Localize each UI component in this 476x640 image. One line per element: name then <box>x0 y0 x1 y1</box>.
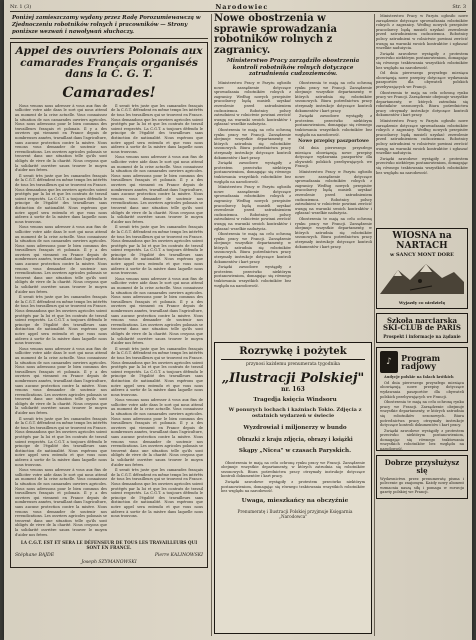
article-heading: Nowe przepisy paszportowe <box>298 139 369 145</box>
paragraph: Obostrzenia te mają na celu ochronę rynku pracy we Francji. Zarządzenie obejmuje wszystkie departamenty, w których zatrudnia się robotników sezonowych. Biura pośrednictwa pracy otrzymały instrukcje dotyczące kontroli dokumentów i kart pracy. <box>295 217 372 249</box>
paragraph: Od dnia pierwszego przyszłego miesiąca obowiązują nowe przepisy dotyczące wydawania paszportów dla obywateli polskich przebywających we Francji. <box>380 380 464 399</box>
paragraph: Ministerstwo Pracy w Paryżu ogłosiło nowe zarządzenie dotyczące sprowadzania robotników rolnych z zagranicy. Według nowych przepisów pracodawcy będą musieli uzyskać zezwolenie przed zatrudnieniem cudzoziemca. Robotnicy polscy zatrudnieni w rolnictwie powinni zwrócić uwagę na warunki swoich kontraktów i zgłaszać wszelkie nadużycia. <box>376 119 468 156</box>
paragraph: Il serait très juste que les camarades français de la C.G.T. défendent en même temps les intérêts de tous les travailleurs qui se trouvent en France. Nous demandons que les ouvriers agricoles soient protégés par la loi et que les contrats de travail soient respectés. La C.G.T. a toujours défendu le principe de l'égalité des travailleurs sans distinction de nationalité. Nous espérons que notre appel sera entendu et que vous nous aiderez à sortir de la misère dans laquelle nous nous trouvons. <box>15 416 107 467</box>
paragraph: Ministerstwo Pracy w Paryżu ogłosiło nowe zarządzenie dotyczące sprowadzania robotników rolnych z zagranicy. Według nowych przepisów pracodawcy będą musieli uzyskać zezwolenie przed zatrudnieniem cudzoziemca. Robotnicy polscy zatrudnieni w rolnictwie powinni zwrócić uwagę na warunki swoich kontraktów i zgłaszać wszelkie nadużycia. <box>214 81 291 127</box>
column-rule <box>211 14 212 636</box>
rozrywka-line: Wyzdrowiał i miljonerzy w bundo <box>243 424 347 431</box>
appel-article <box>10 42 208 568</box>
paragraph: Nous venons nous adresser à vous aux fins de solliciter votre aide dans le sort qui nous attend au moment de la crise actuelle. Vous connaissez la situation de nos camarades ouvriers agricoles. Nous nous adressons pour le bien commun des travailleurs français et polonais. Il y a des ouvriers qui viennent en France depuis de nombreuses années, travaillant dans l'agriculture, sans aucune protection contre la misère. Nous venons vous demander de soutenir nos revendications. Les ouvriers agricoles polonais se trouvent dans une situation telle qu'ils sont obligés de vivre de la charité. Nous croyons que la solidarité ouvrière saura trouver le moyen d'aider nos frères. <box>15 468 107 537</box>
paragraph: Nous venons nous adresser à vous aux fins de solliciter votre aide dans le sort qui nous attend au moment de la crise actuelle. Vous connaissez la situation de nos camarades ouvriers agricoles. Nous nous adressons pour le bien commun des travailleurs français et polonais. Il y a des ouvriers qui viennent en France depuis de nombreuses années, travaillant dans l'agriculture, sans aucune protection contre la misère. Nous venons vous demander de soutenir nos revendications. Les ouvriers agricoles polonais se trouvent dans une situation telle qu'ils sont obligés de vivre de la charité. Nous croyons que la solidarité ouvrière saura trouver le moyen d'aider nos frères. <box>15 346 107 416</box>
paragraph: Ministerstwo Pracy w Paryżu ogłosiło nowe zarządzenie dotyczące sprowadzania robotników rolnych z zagranicy. Według nowych przepisów pracodawcy będą musieli uzyskać zezwolenie przed zatrudnieniem cudzoziemca. Robotnicy polscy zatrudnieni w rolnictwie powinni zwrócić uwagę na warunki swoich kontraktów i zgłaszać wszelkie nadużycia. <box>214 185 291 231</box>
paragraph: Związki zawodowe wystąpiły z protestem przeciwko niektórym postanowieniom, domagając się równego traktowania wszystkich robotników bez względu na narodowość. <box>214 161 291 184</box>
masthead-title: Narodowiec <box>215 2 269 11</box>
rozrywka-body <box>221 397 365 520</box>
paragraph: Nous venons nous adresser à vous aux fins de solliciter votre aide dans le sort qui nous attend au moment de la crise actuelle. Vous connaissez la situation de nos camarades ouvriers agricoles. Nous nous adressons pour le bien commun des travailleurs français et polonais. Il y a des ouvriers qui viennent en France depuis de nombreuses années, travaillant dans l'agriculture, sans aucune protection contre la misère. Nous venons vous demander de soutenir nos revendications. Les ouvriers agricoles polonais se trouvent dans une situation telle qu'ils sont obligés de vivre de la charité. Nous croyons que la solidarité ouvrière saura trouver le moyen d'aider nos frères. <box>111 276 203 346</box>
column-appel <box>10 14 208 636</box>
rozrywka-ad <box>214 342 372 634</box>
paragraph: Związki zawodowe wystąpiły z protestem przeciwko niektórym postanowieniom, domagając się równego traktowania wszystkich robotników bez względu na narodowość. <box>376 156 468 175</box>
program-ad <box>376 347 468 451</box>
paragraph: Il serait très juste que les camarades français de la C.G.T. défendent en même temps les intérêts de tous les travailleurs qui se trouvent en France. Nous demandons que les ouvriers agricoles soient protégés par la loi et que les contrats de travail soient respectés. La C.G.T. a toujours défendu le principe de l'égalité des travailleurs sans distinction de nationalité. Nous espérons que notre appel sera entendu et que vous nous aiderez à sortir de la misère dans laquelle nous nous trouvons. <box>111 103 203 154</box>
program-header <box>380 351 464 373</box>
program-note: Audycje polskie na falach krótkich <box>384 375 454 380</box>
signature-mid: Pierre KALINOWSKI <box>154 552 203 558</box>
skola-title: Szkoła narciarska SKI-CLUB de PARIS <box>382 315 461 333</box>
paragraph: Związki zawodowe wystąpiły z protestem przeciwko niektórym postanowieniom, domagając się równego traktowania wszystkich robotników bez względu na narodowość. <box>221 479 365 494</box>
paragraph: Obostrzenia te mają na celu ochronę rynku pracy we Francji. Zarządzenie obejmuje wszystkie departamenty, w których zatrudnia się robotników sezonowych. Biura pośrednictwa pracy otrzymały instrukcje dotyczące kontroli dokumentów i kart pracy. <box>214 128 291 160</box>
right-column-text <box>376 14 468 228</box>
skola-ad <box>376 313 468 343</box>
appel-body-left <box>15 104 107 538</box>
dobrze-body: Wydawnictwu przez prenumeratę pisma i polecenie go znajomym. Każdy nowy abonent wzmacnia naszą siłę i pomaga w rozwoju gazety polskiej we Francji. <box>380 476 464 495</box>
skola-sub: Prospekt i informacje na żądanie <box>383 334 461 340</box>
appel-heading: Appel des ouvriers Polonais aux camarades Français organisés dans la C. G. T. <box>15 45 203 81</box>
signature-left: Stéphane BAJDE <box>15 552 55 558</box>
camarades-heading: Camarades! <box>62 84 156 101</box>
magazine-title: „Ilustracji Polskiej" <box>221 370 365 386</box>
paragraph: Nous venons nous adresser à vous aux fins de solliciter votre aide dans le sort qui nous attend au moment de la crise actuelle. Vous connaissez la situation de nos camarades ouvriers agricoles. Nous nous adressons pour le bien commun des travailleurs français et polonais. Il y a des ouvriers qui viennent en France depuis de nombreuses années, travaillant dans l'agriculture, sans aucune protection contre la misère. Nous venons vous demander de soutenir nos revendications. Les ouvriers agricoles polonais se trouvent dans une situation telle qu'ils sont obligés de vivre de la charité. Nous croyons que la solidarité ouvrière saura trouver le moyen d'aider nos frères. <box>111 398 203 467</box>
rozrywka-line: Obrazki z kraju zdjęcia, obrazy i książki <box>237 436 353 443</box>
paragraph: Nous venons nous adresser à vous aux fins de solliciter votre aide dans le sort qui nous attend au moment de la crise actuelle. Vous connaissez la situation de nos camarades ouvriers agricoles. Nous nous adressons pour le bien commun des travailleurs français et polonais. Il y a des ouvriers qui viennent en France depuis de nombreuses années, travaillant dans l'agriculture, sans aucune protection contre la misère. Nous venons vous demander de soutenir nos revendications. Les ouvriers agricoles polonais se trouvent dans une situation telle qu'ils sont obligés de vivre de la charité. Nous croyons que la solidarité ouvrière saura trouver le moyen d'aider nos frères. <box>15 103 107 173</box>
rozrywka-lead: przynosi każdemu prenumerata tygodnika <box>245 362 341 367</box>
paragraph: Il serait très juste que les camarades français de la C.G.T. défendent en même temps les intérêts de tous les travailleurs qui se trouvent en France. Nous demandons que les ouvriers agricoles soient protégés par la loi et que les contrats de travail soient respectés. La C.G.T. a toujours défendu le principe de l'égalité des travailleurs sans distinction de nationalité. Nous espérons que notre appel sera entendu et que vous nous aiderez à sortir de la misère dans laquelle nous nous trouvons. <box>15 295 107 346</box>
column-rule <box>374 14 375 636</box>
wiosna-title: WIOSNA na NARTACH <box>392 231 452 251</box>
appel-body <box>15 104 203 538</box>
rozrywka-uwaga: Uwaga, mieszkańcy na obczyźnie <box>241 497 349 504</box>
wiosna-note: Wyjazdy co niedzielę <box>398 299 446 305</box>
wiosna-sub: w SANCY MONT DORE <box>390 251 454 258</box>
wiosna-ad <box>376 228 468 309</box>
dobrze-title: Dobrze przysłużysz się <box>384 458 460 475</box>
magazine-issue: nr. 163 <box>281 385 305 393</box>
appel-body-right <box>111 104 203 538</box>
paragraph: Ministerstwo Pracy w Paryżu ogłosiło nowe zarządzenie dotyczące sprowadzania robotników rolnych z zagranicy. Według nowych przepisów pracodawcy będą musieli uzyskać zezwolenie przed zatrudnieniem cudzoziemca. Robotnicy polscy zatrudnieni w rolnictwie powinni zwrócić uwagę na warunki swoich kontraktów i zgłaszać wszelkie nadużycia. <box>376 14 468 51</box>
paragraph: Il serait très juste que les camarades français de la C.G.T. défendent en même temps les intérêts de tous les travailleurs qui se trouvent en France. Nous demandons que les ouvriers agricoles soient protégés par la loi et que les contrats de travail soient respectés. La C.G.T. a toujours défendu le principe de l'égalité des travailleurs sans distinction de nationalité. Nous espérons que notre appel sera entendu et que vous nous aiderez à sortir de la misère dans laquelle nous nous trouvons. <box>111 468 203 519</box>
masthead-issue: Nr. 1 (3) <box>10 3 32 10</box>
paragraph: Związki zawodowe wystąpiły z protestem przeciwko niektórym postanowieniom, domagając się równego traktowania wszystkich robotników bez względu na narodowość. <box>295 114 372 137</box>
paragraph: Obostrzenia te mają na celu ochronę rynku pracy we Francji. Zarządzenie obejmuje wszystkie departamenty, w których zatrudnia się robotników sezonowych. Biura pośrednictwa pracy otrzymały instrukcje dotyczące kontroli dokumentów i kart pracy. <box>376 90 468 118</box>
news-body-right <box>295 81 372 289</box>
rozrywka-line: Skąpy „Nicea" w czasach Paryskich. <box>238 448 352 455</box>
paragraph: Od dnia pierwszego przyszłego miesiąca obowiązują nowe przepisy dotyczące wydawania paszportów dla obywateli polskich przebywających we Francji. <box>295 146 372 169</box>
paragraph: Nous venons nous adresser à vous aux fins de solliciter votre aide dans le sort qui nous attend au moment de la crise actuelle. Vous connaissez la situation de nos camarades ouvriers agricoles. Nous nous adressons pour le bien commun des travailleurs français et polonais. Il y a des ouvriers qui viennent en France depuis de nombreuses années, travaillant dans l'agriculture, sans aucune protection contre la misère. Nous venons vous demander de soutenir nos revendications. Les ouvriers agricoles polonais se trouvent dans une situation telle qu'ils sont obligés de vivre de la charité. Nous croyons que la solidarité ouvrière saura trouver le moyen d'aider nos frères. <box>15 225 107 294</box>
column-news <box>214 14 372 636</box>
paragraph: Związki zawodowe wystąpiły z protestem przeciwko niektórym postanowieniom, domagając się równego traktowania wszystkich robotników bez względu na narodowość. <box>380 428 464 452</box>
paragraph: Ministerstwo Pracy w Paryżu ogłosiło nowe zarządzenie dotyczące sprowadzania robotników rolnych z zagranicy. Według nowych przepisów pracodawcy będą musieli uzyskać zezwolenie przed zatrudnieniem cudzoziemca. Robotnicy polscy zatrudnieni w rolnictwie powinni zwrócić uwagę na warunki swoich kontraktów i zgłaszać wszelkie nadużycia. <box>295 170 372 216</box>
news-body-left <box>214 81 291 289</box>
masthead <box>10 2 466 12</box>
signatures-row2 <box>15 560 203 565</box>
top-notice: Poniżej zamieszczamy wydany przez Radę Porozumiewawczą w Zjednoczeniu robotników rolnych i pracowników — Strony poniższe wezwań i nawoływań słuchaczy. <box>10 14 208 39</box>
column-right <box>376 14 468 636</box>
paragraph: Związki zawodowe wystąpiły z protestem przeciwko niektórym postanowieniom, domagając się równego traktowania wszystkich robotników bez względu na narodowość. <box>214 265 291 288</box>
paragraph: Il serait très juste que les camarades français de la C.G.T. défendent en même temps les intérêts de tous les travailleurs qui se trouvent en France. Nous demandons que les ouvriers agricoles soient protégés par la loi et que les contrats de travail soient respectés. La C.G.T. a toujours défendu le principe de l'égalité des travailleurs sans distinction de nationalité. Nous espérons que notre appel sera entendu et que vous nous aiderez à sortir de la misère dans laquelle nous nous trouvons. <box>111 346 203 397</box>
paragraph: Nous venons nous adresser à vous aux fins de solliciter votre aide dans le sort qui nous attend au moment de la crise actuelle. Vous connaissez la situation de nos camarades ouvriers agricoles. Nous nous adressons pour le bien commun des travailleurs français et polonais. Il y a des ouvriers qui viennent en France depuis de nombreuses années, travaillant dans l'agriculture, sans aucune protection contre la misère. Nous venons vous demander de soutenir nos revendications. Les ouvriers agricoles polonais se trouvent dans une situation telle qu'ils sont obligés de vivre de la charité. Nous croyons que la solidarité ouvrière saura trouver le moyen d'aider nos frères. <box>111 155 203 224</box>
paragraph: Obostrzenia te mają na celu ochronę rynku pracy we Francji. Zarządzenie obejmuje wszystkie departamenty, w których zatrudnia się robotników sezonowych. Biura pośrednictwa pracy otrzymały instrukcje dotyczące kontroli dokumentów i kart pracy. <box>295 81 372 113</box>
paragraph: Od dnia pierwszego przyszłego miesiąca obowiązują nowe przepisy dotyczące wydawania paszportów dla obywateli polskich przebywających we Francji. <box>376 71 468 89</box>
paragraph: Il serait très juste que les camarades français de la C.G.T. défendent en même temps les intérêts de tous les travailleurs qui se trouvent en France. Nous demandons que les ouvriers agricoles soient protégés par la loi et que les contrats de travail soient respectés. La C.G.T. a toujours défendu le principe de l'égalité des travailleurs sans distinction de nationalité. Nous espérons que notre appel sera entendu et que vous nous aiderez à sortir de la misère dans laquelle nous nous trouvons. <box>111 225 203 276</box>
radio-icon: ♪ <box>380 351 398 373</box>
rozrywka-footer: Prenumeratę i Ilustracji Polskiej przyjmuje Księgarnia „Narodowca" <box>237 509 353 520</box>
masthead-page: Str. 3 <box>452 3 466 10</box>
main-headline: Nowe obostrzenia w sprawie sprowadzania robotników rolnych z zagranicy. <box>214 13 337 56</box>
news-body <box>214 81 372 289</box>
paragraph: Obostrzenia te mają na celu ochronę rynku pracy we Francji. Zarządzenie obejmuje wszystkie departamenty, w których zatrudnia się robotników sezonowych. Biura pośrednictwa pracy otrzymały instrukcje dotyczące kontroli dokumentów i kart pracy. <box>221 460 365 479</box>
program-title: Program radjowy <box>401 353 441 372</box>
paragraph: Il serait très juste que les camarades français de la C.G.T. défendent en même temps les intérêts de tous les travailleurs qui se trouvent en France. Nous demandons que les ouvriers agricoles soient protégés par la loi et que les contrats de travail soient respectés. La C.G.T. a toujours défendu le principe de l'égalité des travailleurs sans distinction de nationalité. Nous espérons que notre appel sera entendu et que vous nous aiderez à sortir de la misère dans laquelle nous nous trouvons. <box>15 173 107 224</box>
skier-illustration <box>380 260 464 294</box>
paragraph: Obostrzenia te mają na celu ochronę rynku pracy we Francji. Zarządzenie obejmuje wszystkie departamenty, w których zatrudnia się robotników sezonowych. Biura pośrednictwa pracy otrzymały instrukcje dotyczące kontroli dokumentów i kart pracy. <box>214 232 291 264</box>
appel-closing: LA C.G.T. EST ET SERA LE DÉFENSEUR DE TOUS LES TRAVAILLEURS QUI SONT EN FRANCE. <box>20 540 198 551</box>
newspaper-page <box>4 0 472 640</box>
signatures <box>15 553 203 558</box>
signature-right: Joseph SZYMANOWSKI <box>81 559 137 565</box>
rozrywka-line: W ponurych lochach i kaźniach Tokio. Zdjęcia z ostatnich wydarzeń w świecie <box>228 406 362 420</box>
rozrywka-title: Rozrywkę i pożytek <box>221 346 365 360</box>
paragraph: Obostrzenia te mają na celu ochronę rynku pracy we Francji. Zarządzenie obejmuje wszystkie departamenty, w których zatrudnia się robotników sezonowych. Biura pośrednictwa pracy otrzymały instrukcje dotyczące kontroli dokumentów i kart pracy. <box>380 400 464 428</box>
program-list <box>380 375 464 452</box>
dobrze-ad <box>376 455 468 499</box>
rozrywka-line: Tragedja księcia Windsoru <box>253 396 337 403</box>
paragraph: Związki zawodowe wystąpiły z protestem przeciwko niektórym postanowieniom, domagając się równego traktowania wszystkich robotników bez względu na narodowość. <box>376 51 468 70</box>
main-subhead: Ministerstwo Pracy zarządziło obostrzenia kontroli robotników rolnych dotyczące zatrudnienia cudzoziemców. <box>226 58 360 78</box>
